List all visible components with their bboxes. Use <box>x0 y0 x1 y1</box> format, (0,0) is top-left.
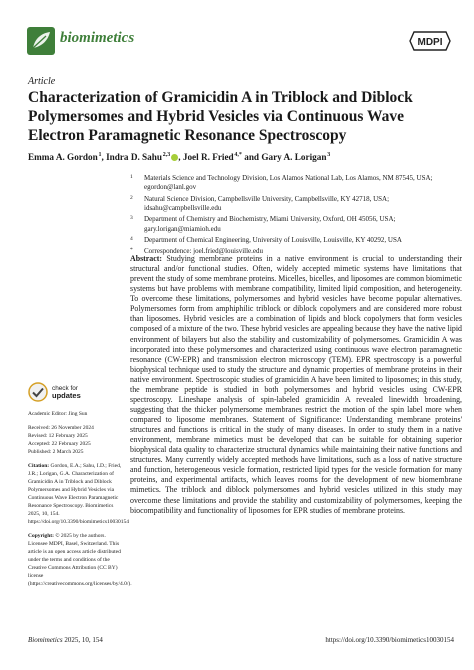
received-date: Received: 26 November 2024 <box>28 425 94 431</box>
author-separator: , <box>101 152 107 163</box>
footer-journal: Biomimetics <box>28 636 63 644</box>
published-date: Published: 2 March 2025 <box>28 449 84 455</box>
correspondence-text: Correspondence: joel.fried@louisville.edu <box>144 247 263 256</box>
affiliation-number: 1 <box>130 174 133 180</box>
author-affil-sup: 3 <box>327 152 331 158</box>
author-affil-sup: 2,3 <box>162 152 171 158</box>
abstract-label: Abstract: <box>130 254 162 263</box>
check-for-updates-line2: updates <box>52 390 81 400</box>
citation <box>28 462 130 526</box>
affiliation-number: 4 <box>130 235 133 242</box>
author-affil-sup: 4,* <box>234 152 242 158</box>
abstract-text: Studying membrane proteins in a native environment is crucial to understanding their structural and/or functional studies. Often, widely accepted mimetic systems have limitations that prevent the study of some membrane proteins. Micelles, bicelles, and liposomes are common biomimetic systems but have problems with membrane compatibility, limited lipid composition, and heterogeneity. To overcome these limitations, polymersomes and hybrid vesicles have become popular alternatives. Polymersomes form from amphiphilic triblock or diblock copolymers and are considered more robust than liposomes. Hybrid vesicles are a combination of lipids and block copolymers that form vesicles composed of a mixture of the two. These hybrid vesicles are appealing because they have the native lipid environment of bilayers but also the stability and customizability of polymersomes. Gramicidin A was incorporated into these polymersomes and characterized using continuous wave electron paramagnetic resonance (CW-EPR) and transmission electron microscopy (TEM). EPR spectroscopy is a powerful biophysical technique used to study the structure and dynamic properties of membrane proteins in their native environment. Spectroscopic studies of gramicidin A have been limited to liposomes; in this study, the membrane peptide is studied in both polymersomes and hybrid vesicles using CW-EPR spectroscopy. Lineshape analysis of spin-labeled gramicidin A revealed linewidth broadening, suggesting that the thicker polymersome membranes restrict the motion of the spin label more when compared to liposome membranes. Statement of Significance: Understanding membrane proteins' structures and functions is critical in the study of many diseases. In order to study them in a native environment, membrane mimetics must be developed that can be suitable for obtaining superior biophysical data quality to characterize structural dynamics while maintaining their native functions and structures. Many currently widely accepted methods have limitations, such as a loss of native structure and function, heterogeneous vesicle formation, restricted lipid types for the vesicle formation for many proteins, and experimental artifacts, which leaves rooms for the development of new biomembrane mimetics. The triblock and diblock polymersomes and hybrid vesicles utilized in this study may overcome these limitations and provide the stability and customizability of polymersomes, keeping the biocompatibility and functionality of liposomes for EPR studies of membrane proteins. <box>130 254 462 515</box>
mdpi-logo[interactable] <box>408 30 452 52</box>
page-header <box>26 24 452 58</box>
affiliation-item <box>130 236 460 245</box>
author-separator: , <box>178 152 183 163</box>
author-separator: and <box>241 152 262 163</box>
footer-volume: 2025, 10, 154 <box>62 636 103 644</box>
citation-text[interactable]: Gordon, E.A.; Sahu, I.D.; Fried, J.R.; Lorigan, G.A. Characterization of Gramicidin A in Triblock and Diblock Polymersomes and Hybrid Vesicles via Continuous Wave Electron Paramagnetic Resonance Spectroscopy. Biomimetics 2025, 10, 154. https://doi.org/10.3390/biomimetics10030154 <box>28 463 130 525</box>
author-name[interactable]: Indra D. Sahu <box>106 152 162 163</box>
affiliation-text: Natural Science Division, Campbellsville University, Campbellsville, KY 42718, USA; idsahu@campbellsville.edu <box>144 194 390 213</box>
academic-editor: Academic Editor: Jing Sun <box>28 411 88 417</box>
author-name[interactable]: Joel R. Fried <box>182 152 234 163</box>
check-for-updates-line1: check for <box>52 384 78 392</box>
copyright-label: Copyright: <box>28 533 54 539</box>
affiliations <box>130 174 460 258</box>
affiliation-item <box>130 195 460 214</box>
revised-date: Revised: 12 February 2025 <box>28 433 88 439</box>
author-list <box>28 152 458 162</box>
article-type: Article <box>28 76 56 87</box>
accepted-date: Accepted: 22 February 2025 <box>28 441 91 447</box>
abstract <box>130 254 462 516</box>
footer-citation <box>28 636 103 644</box>
article-title: Characterization of Gramicidin A in Triblock and Diblock Polymersomes and Hybrid Vesicles via Continuous Wave Electron Paramagnetic Resonance Spectroscopy <box>28 89 413 144</box>
footer-doi-link[interactable]: https://doi.org/10.3390/biomimetics10030154 <box>325 636 454 644</box>
author-affil-sup: 1 <box>98 152 102 158</box>
check-for-updates-label <box>52 385 81 400</box>
check-for-updates-button[interactable] <box>28 380 124 404</box>
affiliation-number: 3 <box>130 215 133 222</box>
affiliation-number: * <box>130 247 133 254</box>
copyright-text[interactable]: © 2025 by the authors. Licensee MDPI, Basel, Switzerland. This article is an open access article distributed under the terms and conditions of the Creative Commons Attribution (CC BY) license (https://creativecommons.org/licenses/by/4.0/). <box>28 533 132 587</box>
affiliation-text: Materials Science and Technology Division, Los Alamos National Lab, Los Alamos, NM 87545, USA; egordon@lanl.gov <box>144 174 433 192</box>
check-for-updates-icon <box>28 382 48 402</box>
citation-label: Citation: <box>28 463 50 469</box>
affiliation-number: 2 <box>130 194 133 201</box>
affiliation-item <box>130 215 460 234</box>
affiliation-text: Department of Chemical Engineering, University of Louisville, Louisville, KY 40292, USA <box>144 235 402 244</box>
author-name[interactable]: Emma A. Gordon <box>28 152 98 163</box>
article-info-sidebar <box>28 380 132 588</box>
biomimetics-leaf-icon <box>26 26 56 56</box>
copyright <box>28 532 132 588</box>
affiliation-item <box>130 174 460 193</box>
journal-name[interactable]: biomimetics <box>60 30 135 46</box>
author-name[interactable]: Gary A. Lorigan <box>261 152 327 163</box>
publisher-name: MDPI <box>417 37 443 48</box>
affiliation-text: Department of Chemistry and Biochemistry, Miami University, Oxford, OH 45056, USA; gary.lorigan@miamioh.edu <box>144 215 396 233</box>
